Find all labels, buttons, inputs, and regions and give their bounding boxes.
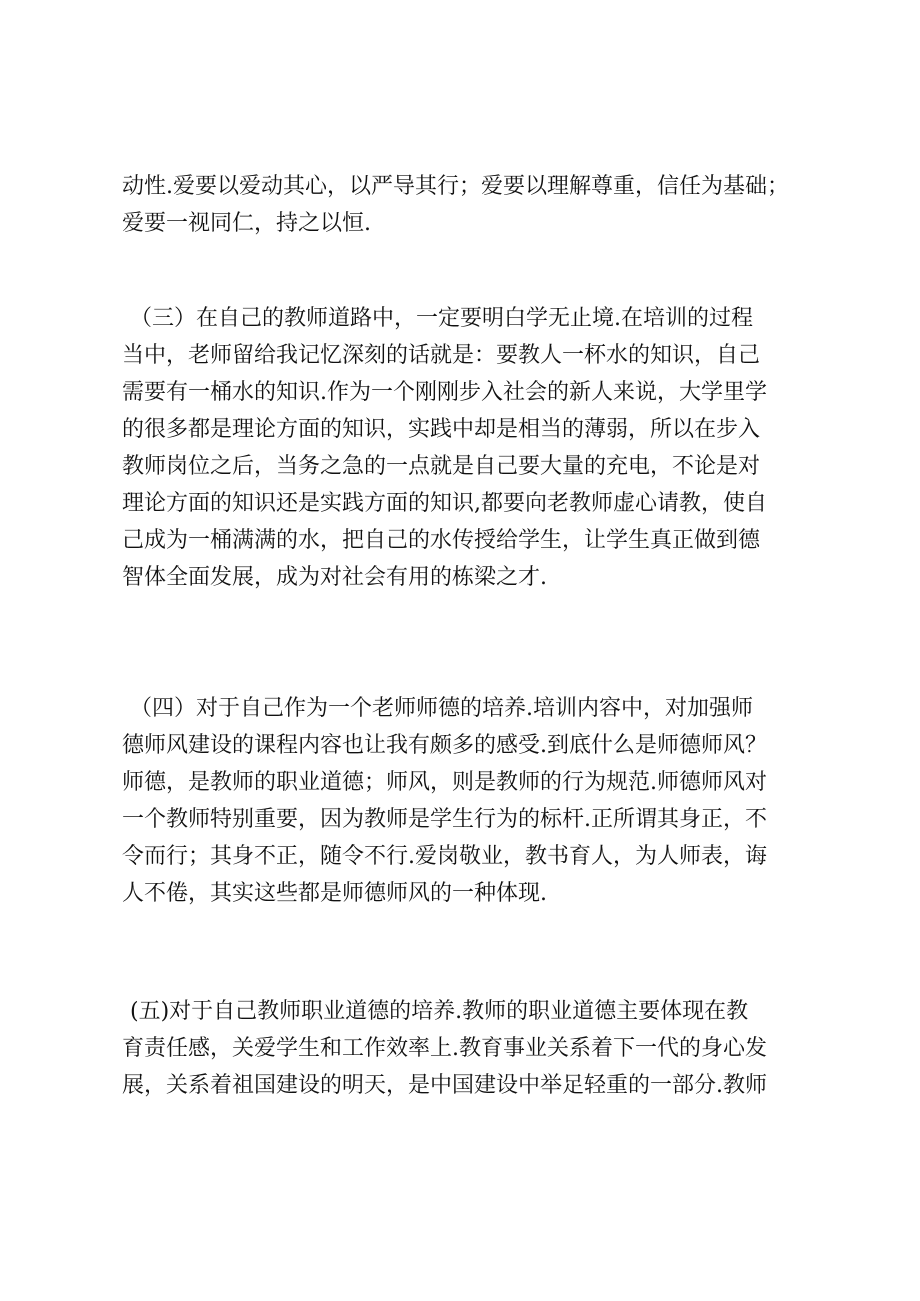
paragraph-section-5: [122, 993, 812, 1104]
paragraph-line: 一个教师特别重要，因为教师是学生行为的标杆.正所谓其身正，不: [122, 807, 767, 832]
paragraph-line: （三）在自己的教师道路中，一定要明白学无止境.在培训的过程: [130, 306, 753, 331]
paragraph-line: 当中，老师留给我记忆深刻的话就是：要教人一杯水的知识，自己: [122, 343, 761, 368]
paragraph-line: 动性.爱要以爱动其心，以严导其行；爱要以理解尊重，信任为基础；: [122, 174, 789, 199]
paragraph-line: 育责任感，关爱学生和工作效率上.教育事业关系着下一代的身心发: [122, 1036, 767, 1061]
paragraph-line: 展，关系着祖国建设的明天，是中国建设中举足轻重的一部分.教师: [122, 1073, 767, 1098]
paragraph-line: 教师岗位之后，当务之急的一点就是自己要大量的充电，不论是对: [122, 454, 761, 479]
paragraph-line: 己成为一桶满满的水，把自己的水传授给学生，让学生真正做到德: [122, 528, 761, 553]
paragraph-section-4: [122, 690, 812, 912]
paragraph-continuation: [122, 168, 812, 242]
paragraph-line: 智体全面发展，成为对社会有用的栋梁之才.: [122, 565, 547, 590]
paragraph-line: 德师风建设的课程内容也让我有颇多的感受.到底什么是师德师风？: [122, 733, 767, 758]
paragraph-line: (五)对于自己教师职业道德的培养.教师的职业道德主要体现在教: [130, 999, 749, 1024]
paragraph-line: 的很多都是理论方面的知识，实践中却是相当的薄弱，所以在步入: [122, 417, 761, 442]
paragraph-line: 爱要一视同仁，持之以恒.: [122, 211, 371, 236]
paragraph-line: 令而行；其身不正，随令不行.爱岗敬业，教书育人，为人师表，诲: [122, 844, 767, 869]
paragraph-line: 理论方面的知识还是实践方面的知识,都要向老教师虚心请教，使自: [122, 491, 767, 516]
paragraph-line: （四）对于自己作为一个老师师德的培养.培训内容中，对加强师: [130, 696, 753, 721]
paragraph-line: 人不倦，其实这些都是师德师风的一种体现.: [122, 881, 547, 906]
paragraph-line: 需要有一桶水的知识.作为一个刚刚步入社会的新人来说，大学里学: [122, 380, 767, 405]
paragraph-line: 师德，是教师的职业道德；师风，则是教师的行为规范.师德师风对: [122, 770, 767, 795]
paragraph-section-3: [122, 300, 812, 596]
